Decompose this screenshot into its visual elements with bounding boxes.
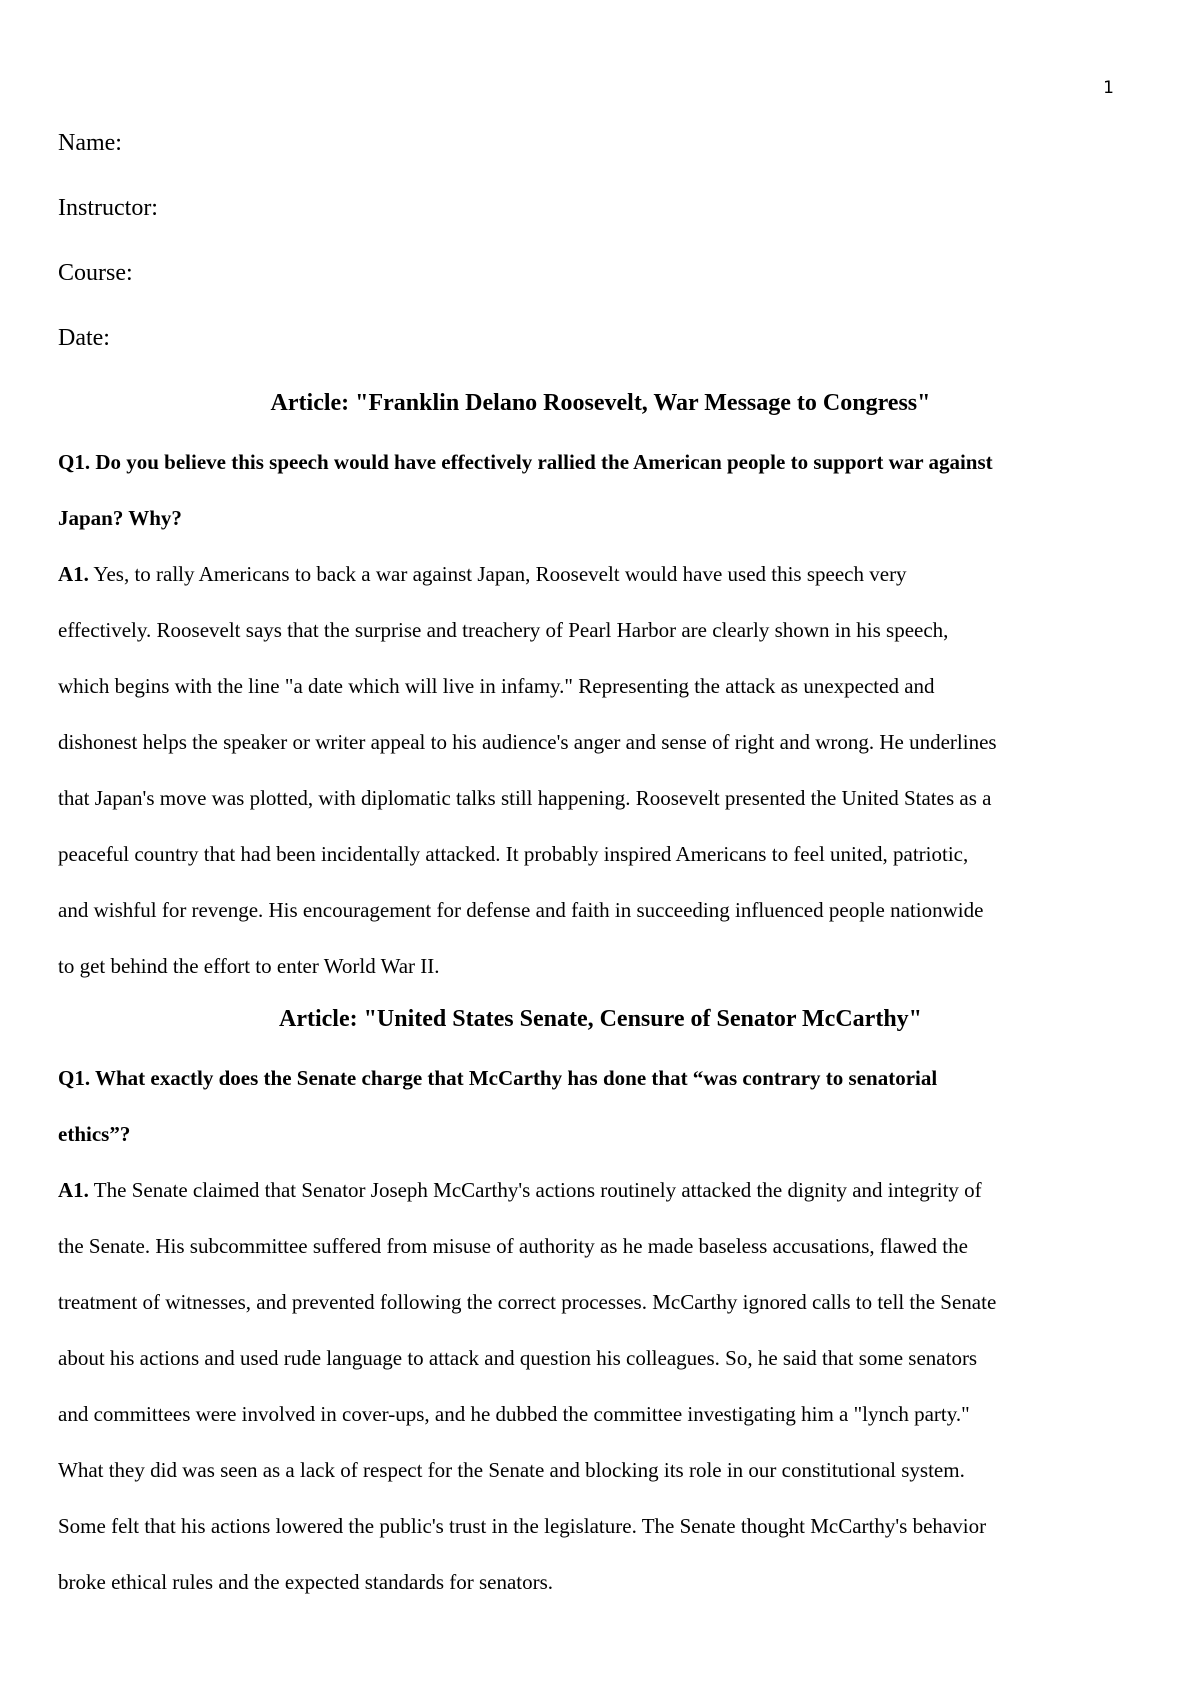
answer-line: which begins with the line "a date which will live in infamy." Representing the attack as unexpected and — [58, 674, 935, 698]
page-number: 1 — [1103, 78, 1114, 98]
question-line: Q1. What exactly does the Senate charge that McCarthy has done that “was contrary to senatorial — [58, 1066, 938, 1090]
answer-line: effectively. Roosevelt says that the surprise and treachery of Pearl Harbor are clearly shown in his speech, — [58, 618, 949, 642]
section-title: Article: "Franklin Delano Roosevelt, War Message to Congress" — [270, 390, 931, 416]
header-instructor: Instructor: — [58, 195, 158, 221]
section-mccarthy — [58, 994, 1143, 1610]
answer — [58, 1162, 1143, 1610]
question-line: Q1. Do you believe this speech would have effectively rallied the American people to support war against — [58, 450, 993, 474]
answer-label: A1. — [58, 1178, 89, 1202]
answer-line: about his actions and used rude language to attack and question his colleagues. So, he said that some senators — [58, 1346, 978, 1370]
answer-text: The Senate claimed that Senator Joseph McCarthy's actions routinely attacked the dignity and integrity of — [88, 1178, 982, 1202]
question — [58, 434, 1143, 546]
answer — [58, 546, 1143, 994]
answer-label: A1. — [58, 562, 89, 586]
question-line: Japan? Why? — [58, 506, 182, 530]
answer-line: and wishful for revenge. His encouragement for defense and faith in succeeding influenced people nationwide — [58, 898, 984, 922]
answer-line: to get behind the effort to enter World War II. — [58, 954, 440, 978]
answer-line: dishonest helps the speaker or writer appeal to his audience's anger and sense of right and wrong. He underlines — [58, 730, 997, 754]
header-course: Course: — [58, 260, 133, 286]
answer-line: Some felt that his actions lowered the public's trust in the legislature. The Senate thought McCarthy's behavior — [58, 1514, 987, 1538]
section-title: Article: "United States Senate, Censure of Senator McCarthy" — [279, 1006, 922, 1032]
answer-line — [58, 546, 1143, 602]
section-roosevelt — [58, 378, 1143, 994]
question — [58, 1050, 1143, 1162]
answer-line: peaceful country that had been incidentally attacked. It probably inspired Americans to feel united, patriotic, — [58, 842, 969, 866]
question-line: ethics”? — [58, 1122, 131, 1146]
header-date: Date: — [58, 325, 110, 351]
answer-line: broke ethical rules and the expected standards for senators. — [58, 1570, 554, 1594]
answer-line: What they did was seen as a lack of respect for the Senate and blocking its role in our constitutional system. — [58, 1458, 965, 1482]
document-body — [58, 118, 1143, 1610]
answer-line: the Senate. His subcommittee suffered from misuse of authority as he made baseless accusations, flawed the — [58, 1234, 968, 1258]
answer-line: that Japan's move was plotted, with diplomatic talks still happening. Roosevelt presented the United States as a — [58, 786, 992, 810]
answer-line: and committees were involved in cover-ups, and he dubbed the committee investigating him a "lynch party." — [58, 1402, 970, 1426]
answer-text: Yes, to rally Americans to back a war against Japan, Roosevelt would have used this speech very — [88, 562, 907, 586]
answer-line — [58, 1162, 1143, 1218]
header-name: Name: — [58, 130, 122, 156]
answer-line: treatment of witnesses, and prevented following the correct processes. McCarthy ignored calls to tell the Senate — [58, 1290, 997, 1314]
